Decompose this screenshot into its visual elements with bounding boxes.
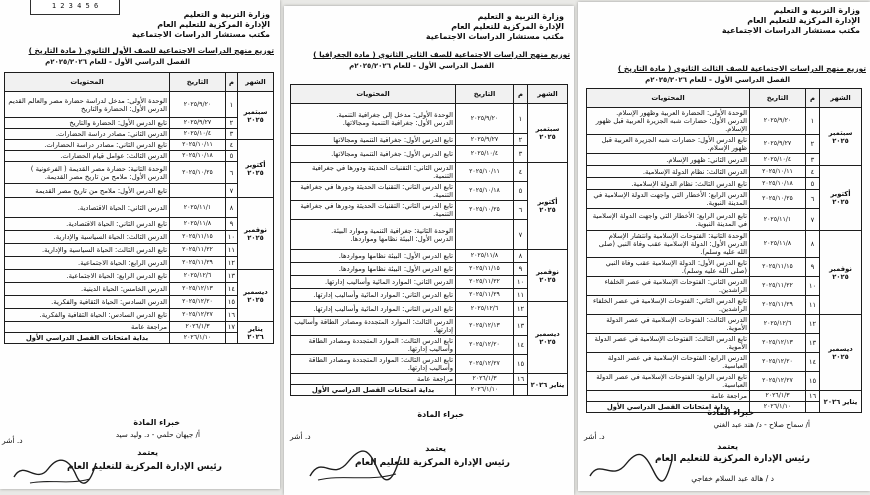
schedule-sheet-third-secondary — [578, 2, 870, 491]
content-cell: الدرس الثاني: الحياة الاقتصادية. — [5, 198, 170, 218]
table-row — [5, 162, 274, 184]
row-number-cell: ٣ — [514, 146, 528, 163]
head-name: د. أشر — [290, 432, 311, 441]
table-row — [587, 166, 862, 178]
header-line: مكتب مستشار الدراسات الاجتماعية — [425, 32, 564, 41]
ministry-header — [426, 12, 564, 42]
content-cell: تابع الدرس الأول: الحضارة والتاريخ — [5, 118, 170, 129]
sheet-subtitle: الفصل الدراسي الأول - للعام ٢٠٢٥/٢٠٢٦م — [645, 76, 790, 84]
date-cell: ٢٠٢٥/١١/٨ — [170, 218, 226, 231]
table-row — [5, 151, 274, 162]
row-number-cell: ١١ — [226, 244, 238, 257]
content-cell: تابع الدرس الأول: البيئة نظامها ومواردها. — [291, 250, 456, 263]
head-title: رئيس الإدارة المركزية للتعليم العام — [655, 454, 810, 464]
row-number-cell — [514, 385, 528, 396]
content-cell: بداية امتحانات الفصل الدراسي الأول — [587, 402, 750, 413]
table-row — [5, 129, 274, 140]
date-cell: ٢٠٢٥/١٠/١١ — [170, 140, 226, 151]
head-name: د. أشر — [2, 436, 23, 445]
head-title: رئيس الإدارة المركزية للتعليم العام — [67, 462, 222, 472]
row-number-cell: ٩ — [226, 218, 238, 231]
table-row — [5, 231, 274, 244]
table-row — [5, 184, 274, 198]
content-cell: الدرس الثاني: ظهور الإسلام. — [587, 154, 750, 166]
date-cell: ٢٠٢٥/١١/١٥ — [170, 231, 226, 244]
header-line: مكتب مستشار الدراسات الاجتماعية — [721, 26, 860, 35]
date-cell: ٢٠٢٥/٩/٢٠ — [456, 104, 514, 134]
content-cell: تابع الدرس الثاني: مصادر دراسة الحضارات. — [5, 140, 170, 151]
content-cell: الوحدة الثانية: الفتوحات الإسلامية وانتشار الإسلام الدرس الأول: الدولة الإسلامية عقب وفاة النبي (صلى الله عليه وسلم). — [587, 231, 750, 258]
row-number-cell: ١٦ — [806, 391, 820, 402]
content-cell: الوحدة الأولى: مدخل إلى جغرافية التنمية. الدرس الأول: جغرافية التنمية ومجالاتها. — [291, 104, 456, 134]
page-number-stamp: 1 2 3 4 5 6 — [30, 0, 120, 15]
content-cell: تابع الدرس السادس: الحياة الثقافية والفكرية. — [5, 309, 170, 322]
row-number-cell: ٢ — [514, 134, 528, 146]
table-row — [5, 257, 274, 270]
content-cell: تابع الدرس الثاني: الموارد المائية وأساليب إدارتها. — [291, 302, 456, 317]
table-row — [587, 108, 862, 135]
date-cell: ٢٠٢٥/١٠/٤ — [170, 129, 226, 140]
table-row — [5, 118, 274, 129]
row-number-cell: ١٢ — [806, 315, 820, 334]
content-cell: بداية امتحانات الفصل الدراسي الأول — [5, 333, 170, 344]
row-number-cell: ٨ — [226, 198, 238, 218]
month-column-header: الشهر — [238, 73, 274, 92]
content-cell: تابع الدرس الثالث: الفتوحات الإسلامية في عصر الدولة الأموية. — [587, 334, 750, 353]
schedule-table — [4, 72, 274, 344]
content-cell: تابع الدرس الثاني: التقنيات الحديثة ودورها في جغرافية التنمية. — [291, 182, 456, 201]
content-cell: الدرس الرابع: الأخطار التي واجهت الدولة الإسلامية في المدينة النبوية. — [587, 190, 750, 209]
content-cell: تابع الدرس الثالث: الموارد المتجددة ومصادر الطاقة وأساليب إدارتها. — [291, 355, 456, 374]
row-number-cell: ٨ — [514, 250, 528, 263]
row-number-cell: ٧ — [226, 184, 238, 198]
subject-experts-names: أ/ جيهان حلمي - د. وليد سيد — [115, 430, 200, 439]
row-number-cell: ١٣ — [226, 270, 238, 283]
content-cell: الدرس الرابع: الحياة الاجتماعية. — [5, 257, 170, 270]
row-number-cell: ١٣ — [806, 334, 820, 353]
month-cell: ديسمبر ٢٠٢٥ — [238, 270, 274, 322]
date-cell: ٢٠٢٥/١١/٢٢ — [456, 276, 514, 289]
date-cell: ٢٠٢٥/١٠/٤ — [456, 146, 514, 163]
table-row — [5, 283, 274, 296]
date-cell: ٢٠٢٥/١٢/٦ — [456, 302, 514, 317]
table-row — [291, 355, 568, 374]
table-row — [291, 250, 568, 263]
content-column-header: المحتويات — [291, 85, 456, 104]
row-number-cell: ٤ — [806, 166, 820, 178]
header-line: وزارة التربية و التعليم — [477, 12, 564, 21]
date-cell: ٢٠٢٥/١٢/٢٧ — [170, 309, 226, 322]
content-cell: تابع الدرس الأول: جغرافية التنمية ومجالاتها. — [291, 146, 456, 163]
date-cell: ٢٠٢٥/١١/٨ — [456, 250, 514, 263]
table-row — [291, 317, 568, 336]
subject-experts-title: خبراء المادة — [133, 418, 180, 427]
month-cell: سبتمبر ٢٠٢٥ — [820, 108, 862, 166]
row-number-cell: ١٢ — [514, 302, 528, 317]
month-column-header: الشهر — [528, 85, 568, 104]
date-cell: ٢٠٢٥/١١/٢٢ — [750, 277, 806, 296]
content-column-header: المحتويات — [5, 73, 170, 92]
date-cell: ٢٠٢٥/١٠/١٨ — [170, 151, 226, 162]
date-cell: ٢٠٢٥/١٢/٦ — [170, 270, 226, 283]
month-cell: سبتمبر ٢٠٢٥ — [238, 92, 274, 140]
row-number-cell — [226, 333, 238, 344]
approved-label: يعتمد — [137, 448, 158, 457]
date-cell: ٢٠٢٥/١٠/١١ — [456, 163, 514, 182]
row-number-cell: ٩ — [806, 258, 820, 277]
row-number-cell: ٦ — [226, 162, 238, 184]
content-cell: الدرس الثاني: التقنيات الحديثة ودورها في جغرافية التنمية. — [291, 163, 456, 182]
date-cell: ٢٠٢٥/١١/٢٩ — [170, 257, 226, 270]
sheet-title: توزيع منهج الدراسات الاجتماعية للصف الثالث الثانوي ( مادة التاريخ ) — [617, 64, 866, 73]
content-cell: الوحدة الثانية: جغرافية التنمية وموارد البيئة. الدرس الأول: البيئة نظامها ومواردها. — [291, 220, 456, 250]
head-name: د / هالة عبد السلام خفاجي — [691, 474, 774, 483]
approved-label: يعتمد — [717, 442, 738, 451]
row-number-cell: ٤ — [514, 163, 528, 182]
table-row — [291, 302, 568, 317]
schedule-sheet-second-secondary — [284, 6, 574, 495]
table-row — [291, 134, 568, 146]
schedule-table — [586, 88, 862, 413]
row-number-cell: ١٣ — [514, 317, 528, 336]
row-number-cell: ٦ — [514, 201, 528, 220]
date-column-header: التاريخ — [750, 89, 806, 108]
number-column-header: م — [514, 85, 528, 104]
row-number-cell: ١١ — [514, 289, 528, 302]
row-number-cell: ١٧ — [226, 322, 238, 333]
row-number-cell: ٥ — [514, 182, 528, 201]
table-row — [291, 104, 568, 134]
date-cell: ٢٠٢٥/١٠/١٨ — [456, 182, 514, 201]
date-cell: ٢٠٢٥/١٢/١٣ — [170, 283, 226, 296]
table-row — [291, 163, 568, 182]
ministry-header — [132, 10, 270, 40]
table-row — [5, 322, 274, 333]
date-cell: ٢٠٢٥/١٠/٢٥ — [456, 201, 514, 220]
content-cell: الدرس الثالث: عوامل قيام الحضارات. — [5, 151, 170, 162]
signature-icon — [10, 455, 100, 489]
date-cell: ٢٠٢٥/١٢/٢٠ — [750, 353, 806, 372]
content-cell: تابع الدرس الرابع: الفتوحات الإسلامية في عصر الدولة العباسية. — [587, 372, 750, 391]
content-cell: الدرس الثالث: الحياة السياسية والإدارية. — [5, 231, 170, 244]
content-cell: تابع الدرس الأول: حضارات شبه الجزيرة العربية قبل ظهور الإسلام. — [587, 135, 750, 154]
date-cell: ٢٠٢٥/١١/٨ — [750, 231, 806, 258]
table-row — [5, 270, 274, 283]
date-cell: ٢٠٢٥/١٢/١٣ — [750, 334, 806, 353]
table-row — [5, 244, 274, 257]
sheet-subtitle: الفصل الدراسي الأول - للعام ٢٠٢٥/٢٠٢٦م — [349, 62, 494, 70]
date-cell — [456, 220, 514, 250]
date-cell: ٢٠٢٥/١٢/٦ — [750, 315, 806, 334]
date-cell: ٢٠٢٥/٩/٢٧ — [750, 135, 806, 154]
subject-experts-title: خبراء المادة — [417, 410, 464, 419]
month-cell: يناير ٢٠٢٦ — [238, 322, 274, 344]
date-cell: ٢٠٢٥/٩/٢٧ — [456, 134, 514, 146]
number-column-header: م — [806, 89, 820, 108]
date-cell: ٢٠٢٥/١١/٢٩ — [750, 296, 806, 315]
row-number-cell: ١٥ — [514, 355, 528, 374]
date-cell: ٢٠٢٥/١١/١٥ — [750, 258, 806, 277]
row-number-cell: ٢ — [806, 135, 820, 154]
head-title: رئيس الإدارة المركزية للتعليم العام — [355, 458, 510, 468]
content-cell: الوحدة الأولى: مدخل لدراسة حضارة مصر والعالم القديم الدرس الأول: الحضارة والتاريخ — [5, 92, 170, 118]
content-cell: تابع الدرس الرابع: الحياة الاجتماعية. — [5, 270, 170, 283]
row-number-cell: ٣ — [806, 154, 820, 166]
date-cell: ٢٠٢٥/١١/١ — [750, 209, 806, 231]
month-cell: سبتمبر ٢٠٢٥ — [528, 104, 568, 163]
row-number-cell: ١٠ — [226, 231, 238, 244]
content-cell: بداية امتحانات الفصل الدراسي الأول — [291, 385, 456, 396]
content-cell: الدرس الثاني: الموارد المائية وأساليب إدارتها. — [291, 276, 456, 289]
content-cell: الدرس الرابع: الفتوحات الإسلامية في عصر الدولة العباسية. — [587, 353, 750, 372]
date-cell: ٢٠٢٥/٩/٢٠ — [170, 92, 226, 118]
month-cell: نوفمبر ٢٠٢٥ — [238, 198, 274, 270]
content-cell: الدرس الثالث: الموارد المتجددة ومصادر الطاقة وأساليب إدارتها. — [291, 317, 456, 336]
row-number-cell: ١٤ — [226, 283, 238, 296]
date-cell: ٢٠٢٥/١٠/١٨ — [750, 178, 806, 190]
date-cell: ٢٠٢٥/١٢/٢٧ — [456, 355, 514, 374]
row-number-cell: ٢ — [226, 118, 238, 129]
date-cell: ٢٠٢٥/١٢/٢٠ — [170, 296, 226, 309]
content-cell: الدرس الثاني: مصادر دراسة الحضارات. — [5, 129, 170, 140]
date-cell: ٢٠٢٥/١٢/٢٧ — [750, 372, 806, 391]
content-cell: تابع الدرس الثالث: الحياة السياسية والإدارية. — [5, 244, 170, 257]
table-row — [5, 92, 274, 118]
row-number-cell: ٥ — [806, 178, 820, 190]
table-row — [5, 140, 274, 151]
subject-experts-names: أ/ سماح صلاح - د/ هند عبد الغني — [713, 420, 810, 429]
content-column-header: المحتويات — [587, 89, 750, 108]
content-cell: الوحدة الثانية: حضارة مصر القديمة ( الفرعونية ) الدرس الأول: ملامح من تاريخ مصر القديمة. — [5, 162, 170, 184]
header-line: وزارة التربية و التعليم — [773, 6, 860, 15]
month-cell: أكتوبر ٢٠٢٥ — [820, 166, 862, 231]
month-cell: نوفمبر ٢٠٢٥ — [820, 231, 862, 315]
schedule-table — [290, 84, 568, 396]
row-number-cell: ١٠ — [806, 277, 820, 296]
date-cell: ٢٠٢٥/١٠/٤ — [750, 154, 806, 166]
sheet-title: توزيع منهج الدراسات الاجتماعية للصف الثاني الثانوي ( مادة الجغرافيا ) — [313, 50, 570, 59]
content-cell: مراجعة عامة — [291, 374, 456, 385]
table-row — [291, 146, 568, 163]
content-cell: مراجعة عامة — [5, 322, 170, 333]
date-cell: ٢٠٢٦/١/١٠ — [170, 333, 226, 344]
table-row — [587, 231, 862, 258]
date-cell: ٢٠٢٥/١١/٢٩ — [456, 289, 514, 302]
header-line: الإدارة المركزية للتعليم العام — [451, 22, 564, 31]
signature-icon — [586, 448, 676, 488]
date-cell: ٢٠٢٥/١٠/٢٥ — [750, 190, 806, 209]
date-cell: ٢٠٢٥/١٢/٢٠ — [456, 336, 514, 355]
subject-experts-title: خبراء المادة — [707, 408, 754, 417]
date-cell: ٢٠٢٥/١٠/٢٥ — [170, 162, 226, 184]
table-row — [291, 336, 568, 355]
month-column-header: الشهر — [820, 89, 862, 108]
approved-label: يعتمد — [425, 444, 446, 453]
month-cell: يناير ٢٠٢٦ — [820, 391, 862, 413]
table-row — [291, 374, 568, 385]
date-cell: ٢٠٢٥/١١/١٥ — [456, 263, 514, 276]
table-row — [587, 391, 862, 402]
row-number-cell: ٧ — [514, 220, 528, 250]
row-number-cell: ٩ — [514, 263, 528, 276]
date-column-header: التاريخ — [456, 85, 514, 104]
row-number-cell: ١ — [226, 92, 238, 118]
table-row — [5, 198, 274, 218]
row-number-cell: ١١ — [806, 296, 820, 315]
content-cell: الوحدة الأولى: الحضارة العربية وظهور الإسلام. الدرس الأول: حضارات شبه الجزيرة العربية قبل ظهور الإسلام. — [587, 108, 750, 135]
row-number-cell: ٥ — [226, 151, 238, 162]
date-cell: ٢٠٢٥/١١/١ — [170, 198, 226, 218]
content-cell: تابع الدرس الرابع: الأخطار التي واجهت الدولة الإسلامية في المدينة النبوية. — [587, 209, 750, 231]
content-cell: الدرس الثالث: الفتوحات الإسلامية في عصر الدولة الأموية. — [587, 315, 750, 334]
date-cell: ٢٠٢٥/١١/٢٢ — [170, 244, 226, 257]
sheet-title: توزيع منهج الدراسات الاجتماعية للصف الأول الثانوي ( مادة التاريخ ) — [28, 46, 274, 55]
table-row — [291, 201, 568, 220]
signature-icon — [304, 446, 404, 486]
table-row — [587, 315, 862, 334]
content-cell: تابع الدرس الأول: الدولة الإسلامية عقب وفاة النبي (صلى الله عليه وسلم). — [587, 258, 750, 277]
table-row — [5, 309, 274, 322]
table-row — [5, 296, 274, 309]
date-column-header: التاريخ — [170, 73, 226, 92]
exam-start-row — [291, 385, 568, 396]
head-name-secondary: د. أشر — [584, 432, 605, 441]
date-cell: ٢٠٢٥/٩/٢٠ — [750, 108, 806, 135]
table-row — [291, 263, 568, 276]
row-number-cell — [806, 402, 820, 413]
content-cell: تابع الدرس الثالث: الموارد المتجددة ومصادر الطاقة وأساليب إدارتها. — [291, 336, 456, 355]
row-number-cell: ١٤ — [514, 336, 528, 355]
date-cell: ٢٠٢٥/٩/٢٧ — [170, 118, 226, 129]
ministry-header — [722, 6, 860, 36]
table-row — [5, 218, 274, 231]
row-number-cell: ١ — [514, 104, 528, 134]
row-number-cell: ١٦ — [226, 309, 238, 322]
row-number-cell: ١٢ — [226, 257, 238, 270]
content-cell: الدرس السادس: الحياة الثقافية والفكرية. — [5, 296, 170, 309]
table-row — [291, 289, 568, 302]
date-cell: ٢٠٢٦/١/٣ — [750, 391, 806, 402]
row-number-cell: ١٥ — [226, 296, 238, 309]
schedule-sheet-first-secondary — [0, 0, 280, 489]
date-cell — [170, 184, 226, 198]
row-number-cell: ٤ — [226, 140, 238, 151]
content-cell: تابع الدرس الثاني: الحياة الاقتصادية. — [5, 218, 170, 231]
header-line: الإدارة المركزية للتعليم العام — [747, 16, 860, 25]
table-row — [291, 220, 568, 250]
content-cell: تابع الدرس الثاني: التقنيات الحديثة ودورها في جغرافية التنمية. — [291, 201, 456, 220]
content-cell: الدرس الثالث: نظام الدولة الإسلامية. — [587, 166, 750, 178]
row-number-cell: ١٥ — [806, 372, 820, 391]
header-line: مكتب مستشار الدراسات الاجتماعية — [131, 30, 270, 39]
header-line: الإدارة المركزية للتعليم العام — [157, 20, 270, 29]
number-column-header: م — [226, 73, 238, 92]
row-number-cell: ٨ — [806, 231, 820, 258]
month-cell: ديسمبر ٢٠٢٥ — [528, 302, 568, 374]
date-cell: ٢٠٢٦/١/٣ — [456, 374, 514, 385]
content-cell: تابع الدرس الثالث: نظام الدولة الإسلامية. — [587, 178, 750, 190]
content-cell: تابع الدرس الثاني: الموارد المائية وأساليب إدارتها. — [291, 289, 456, 302]
month-cell: نوفمبر ٢٠٢٥ — [528, 250, 568, 302]
row-number-cell: ١٠ — [514, 276, 528, 289]
content-cell: الدرس الخامس: الحياة الدينية. — [5, 283, 170, 296]
row-number-cell: ١ — [806, 108, 820, 135]
row-number-cell: ٧ — [806, 209, 820, 231]
content-cell: الدرس الثاني: الفتوحات الإسلامية في عصر الخلفاء الراشدين. — [587, 277, 750, 296]
date-cell: ٢٠٢٥/١٠/١١ — [750, 166, 806, 178]
month-cell: ديسمبر ٢٠٢٥ — [820, 315, 862, 391]
exam-start-row — [5, 333, 274, 344]
table-row — [291, 182, 568, 201]
month-cell: أكتوبر ٢٠٢٥ — [238, 140, 274, 198]
date-cell: ٢٠٢٦/١/١٠ — [750, 402, 806, 413]
date-cell: ٢٠٢٦/١/٣ — [170, 322, 226, 333]
content-cell: تابع الدرس الأول: البيئة نظامها ومواردها. — [291, 263, 456, 276]
row-number-cell: ٣ — [226, 129, 238, 140]
month-cell: يناير ٢٠٢٦ — [528, 374, 568, 396]
date-cell: ٢٠٢٦/١/١٠ — [456, 385, 514, 396]
sheet-subtitle: الفصل الدراسي الأول - للعام ٢٠٢٥/٢٠٢٦م — [45, 58, 190, 66]
content-cell: مراجعة عامة — [587, 391, 750, 402]
header-line: وزارة التربية و التعليم — [183, 10, 270, 19]
row-number-cell: ٦ — [806, 190, 820, 209]
table-row — [291, 276, 568, 289]
content-cell: تابع الدرس الأول: جغرافية التنمية ومجالاتها — [291, 134, 456, 146]
row-number-cell: ١٤ — [806, 353, 820, 372]
content-cell: تابع الدرس الثاني: الفتوحات الإسلامية في عصر الخلفاء الراشدين. — [587, 296, 750, 315]
date-cell: ٢٠٢٥/١٢/١٣ — [456, 317, 514, 336]
content-cell: تابع الدرس الأول: ملامح من تاريخ مصر القديمة — [5, 184, 170, 198]
row-number-cell: ١٦ — [514, 374, 528, 385]
month-cell: أكتوبر ٢٠٢٥ — [528, 163, 568, 250]
